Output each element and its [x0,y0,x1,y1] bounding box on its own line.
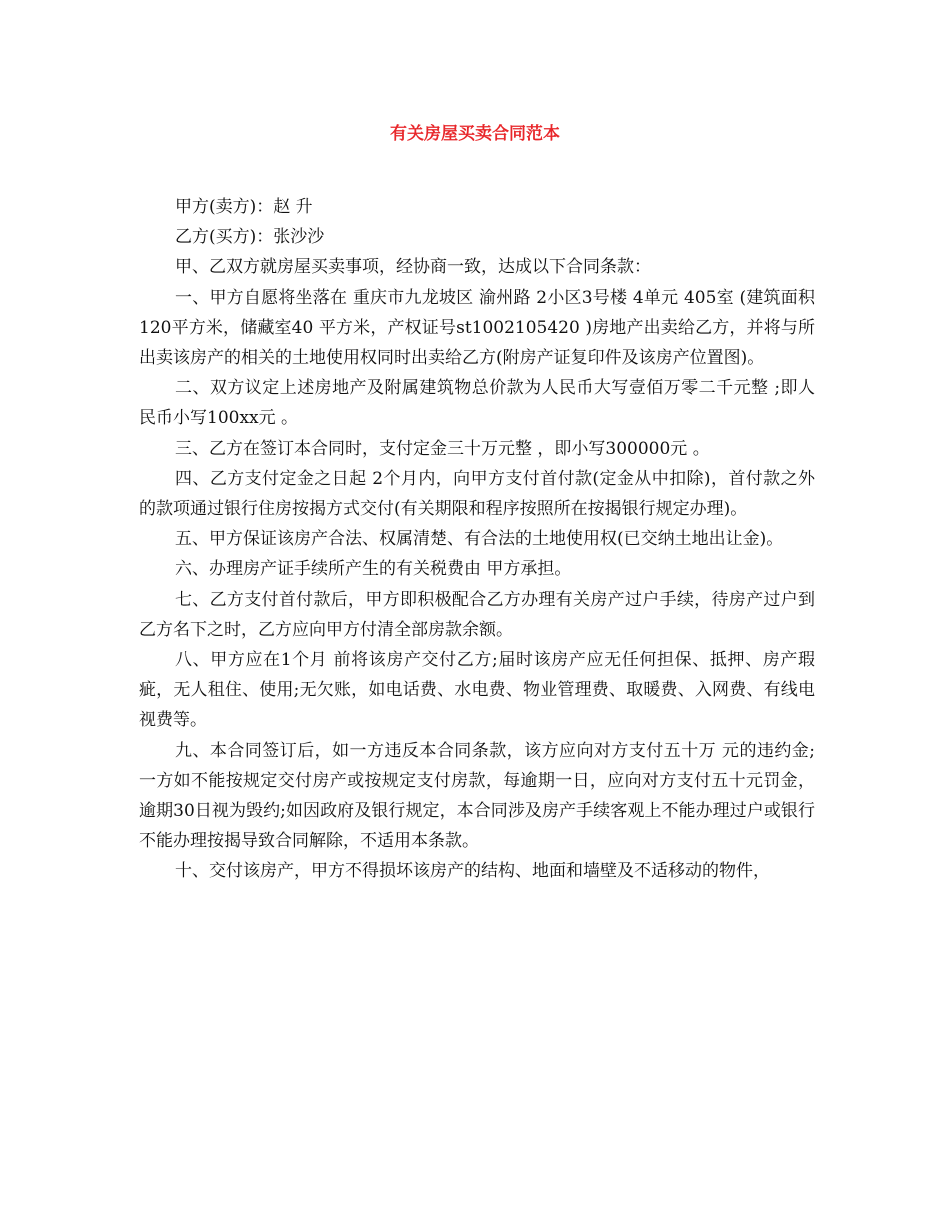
clause-2: 二、双方议定上述房地产及附属建筑物总价款为人民币大写壹佰万零二千元整 ;即人民币小写100xx元 。 [139,378,815,429]
clause-5: 五、甲方保证该房产合法、权属清楚、有合法的土地使用权(已交纳土地出让金)。 [175,529,784,550]
document-title: 有关房屋买卖合同范本 [390,124,560,144]
seller-line: 甲方(卖方)：赵 升 [175,197,313,217]
clause-10: 十、交付该房产，甲方不得损坏该房产的结构、地面和墙壁及不适移动的物件， [175,861,770,882]
clause-7: 七、乙方支付首付款后，甲方即积极配合乙方办理有关房产过户手续，待房产过户到乙方名下之时，乙方应向甲方付清全部房款余额。 [139,589,815,640]
clause-6: 六、办理房产证手续所产生的有关税费由 甲方承担。 [175,559,572,580]
contract-body [139,192,815,887]
preamble-paragraph: 甲、乙双方就房屋买卖事项，经协商一致，达成以下合同条款： [175,257,651,278]
buyer-line: 乙方(买方)：张沙沙 [175,227,325,248]
clause-9: 九、本合同签订后，如一方违反本合同条款，该方应向对方支付五十万 元的违约金;一方如不能按规定交付房产或按规定支付房款，每逾期一日，应向对方支付五十元罚金，逾期30日视为毁约;如因政府及银行规定，本合同涉及房产手续客观上不能办理过户或银行不能办理按揭导致合同解除，不适用本条款。 [139,740,815,852]
clause-8: 八、甲方应在1个月 前将该房产交付乙方;届时该房产应无任何担保、抵押、房产瑕疵，无人租住、使用;无欠账，如电话费、水电费、物业管理费、取暖费、入网费、有线电视费等。 [139,650,815,731]
clause-4: 四、乙方支付定金之日起 2个月内，向甲方支付首付款(定金从中扣除)，首付款之外的款项通过银行住房按揭方式交付(有关期限和程序按照所在按揭银行规定办理)。 [139,468,815,520]
clause-3: 三、乙方在签订本合同时，支付定金三十万元整 ，即小写300000元 。 [175,438,710,459]
clause-1: 一、甲方自愿将坐落在 重庆市九龙坡区 渝州路 2小区3号楼 4单元 405室 (建筑面积120平方米，储藏室40 平方米，产权证号st1002105420 )房地产出卖给乙方，并将与所出卖该房产的相关的土地使用权同时出卖给乙方(附房产证复印件及该房产位置图)。 [139,287,815,369]
